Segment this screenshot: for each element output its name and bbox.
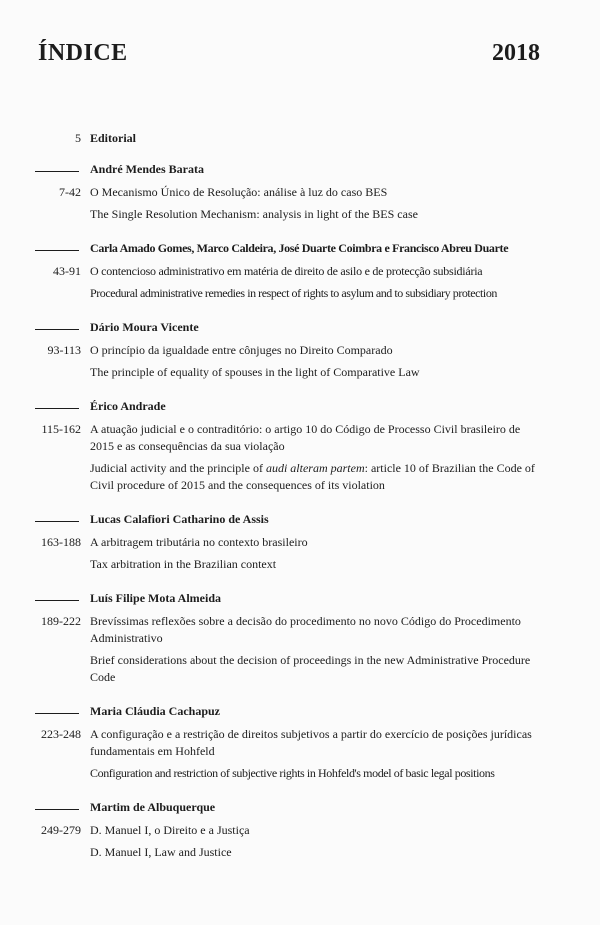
table-of-contents [0,130,600,877]
title-english: The Single Resolution Mechanism: analysis in light of the BES case [90,207,418,221]
page-year: 2018 [492,40,540,66]
page-range: 115-162 [41,422,81,436]
title-portuguese: A configuração e a restrição de direitos subjetivos a partir do exercício de posições jurídicas fundamentais em Hohfeld [90,727,532,758]
separator-dash [35,408,79,409]
toc-entry[interactable] [0,589,600,686]
toc-entry[interactable] [0,510,600,573]
page-range: 43-91 [53,264,81,278]
toc-entry[interactable] [0,318,600,381]
author-name: Martim de Albuquerque [90,800,216,814]
title-portuguese: A atuação judicial e o contraditório: o artigo 10 do Código de Processo Civil brasileiro de 2015 e as consequências da sua violação [90,422,521,453]
page-range: 189-222 [41,614,81,628]
toc-entry[interactable] [0,702,600,782]
author-name: Érico Andrade [90,399,166,413]
author-name: Dário Moura Vicente [90,320,199,334]
title-portuguese: D. Manuel I, o Direito e a Justiça [90,823,250,837]
toc-entry[interactable] [0,160,600,223]
title-english: Procedural administrative remedies in respect of rights to asylum and to subsidiary protection [90,286,497,300]
title-english: Brief considerations about the decision of proceedings in the new Administrative Procedure Code [90,653,531,684]
author-name: Carla Amado Gomes, Marco Caldeira, José Duarte Coimbra e Francisco Abreu Duarte [90,241,509,255]
separator-dash [35,250,79,251]
page-range: 7-42 [59,185,81,199]
separator-dash [35,521,79,522]
separator-dash [35,600,79,601]
page-range: 93-113 [47,343,81,357]
author-name: André Mendes Barata [90,162,204,176]
title-english: Configuration and restriction of subjective rights in Hohfeld's model of basic legal positions [90,766,495,780]
author-name: Maria Cláudia Cachapuz [90,704,221,718]
title-portuguese: A arbitragem tributária no contexto brasileiro [90,535,308,549]
author-name: Lucas Calafiori Catharino de Assis [90,512,269,526]
editorial-label: Editorial [90,131,137,145]
title-english: Tax arbitration in the Brazilian context [90,557,277,571]
title-portuguese: O Mecanismo Único de Resolução: análise à luz do caso BES [90,185,388,199]
title-english-part: : article 10 of Brazilian the Code of Civil procedure of 2015 and the consequences of its violation [90,461,535,492]
separator-dash [35,329,79,330]
separator-dash [35,809,79,810]
title-english [90,460,542,494]
separator-dash [35,713,79,714]
page-range: 249-279 [41,823,81,837]
title-portuguese: O contencioso administrativo em matéria de direito de asilo e de protecção subsidiária [90,264,483,278]
title-english: D. Manuel I, Law and Justice [90,845,232,859]
title-portuguese: O princípio da igualdade entre cônjuges no Direito Comparado [90,343,393,357]
toc-entry[interactable] [0,798,600,861]
latin-phrase: audi alteram partem [265,461,365,475]
page-range: 223-248 [41,727,81,741]
title-english: The principle of equality of spouses in the light of Comparative Law [90,365,420,379]
separator-dash [35,171,79,172]
toc-entry-editorial[interactable] [0,130,600,160]
page-number: 5 [75,131,81,145]
toc-entry[interactable] [0,397,600,494]
page-range: 163-188 [41,535,81,549]
author-name: Luís Filipe Mota Almeida [90,591,222,605]
title-english-part: Judicial activity and the principle of [90,461,266,475]
page-title: ÍNDICE [38,40,128,66]
title-portuguese: Brevíssimas reflexões sobre a decisão do procedimento no novo Código do Procedimento Administrativo [90,614,521,645]
toc-entry[interactable] [0,239,600,302]
